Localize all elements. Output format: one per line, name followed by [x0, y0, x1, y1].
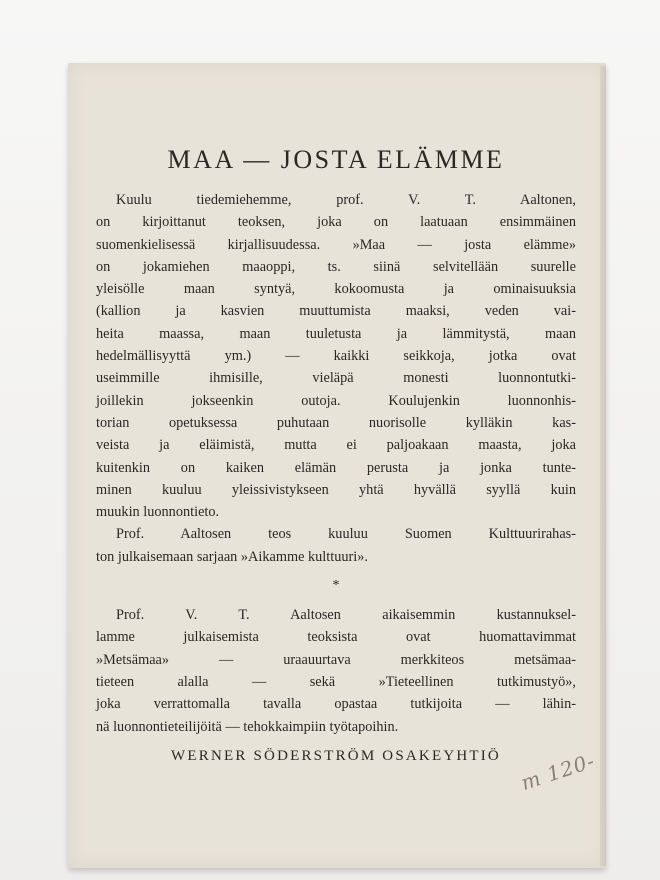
text-line: joillekin jokseenkin outoja. Koulujenkin luonnonhis- [96, 392, 576, 409]
text-line: Prof. Aaltosen teos kuuluu Suomen Kulttuurirahas- [116, 526, 576, 543]
series-paragraph [96, 523, 576, 568]
text-line: hedelmällisyyttä ym.) — kaikki seikkoja, jotka ovat [96, 348, 576, 365]
text-line: veista ja eläimistä, mutta ei paljoakaan maasta, joka [96, 437, 576, 454]
cover-text [96, 145, 576, 765]
text-line: Kuulu tiedemiehemme, prof. V. T. Aaltonen, [116, 192, 576, 208]
text-line: useimmille ihmisille, vieläpä monesti luonnontutki- [96, 370, 576, 387]
text-line: lamme julkaisemista teoksista ovat huomattavimmat [96, 629, 576, 646]
book-title: MAA — JOSTA ELÄMME [167, 145, 505, 174]
text-line: heita maassa, maan tuuletusta ja lämmitystä, maan [96, 325, 576, 342]
text-line: Prof. V. T. Aaltosen aikaisemmin kustannuksel- [116, 607, 576, 624]
text-line: (kallion ja kasvien muuttumista maaksi, veden vai- [96, 303, 576, 320]
text-line: on kirjoittanut teoksen, joka on laatuaan ensimmäinen [96, 214, 576, 231]
earlier-works-paragraph [96, 604, 576, 738]
book-page-edge [600, 66, 606, 866]
text-line: yleisölle maan syntyä, kokoomusta ja ominaisuuksia [96, 281, 576, 298]
description-paragraph [96, 189, 576, 523]
text-line: »Metsämaa» — uraauurtava merkkiteos metsämaa- [96, 651, 576, 668]
text-line: tieteen alalla — sekä »Tieteellinen tutkimustyö», [96, 673, 576, 690]
text-line: nä luonnontieteilijöitä — tehokkaimpiin työtapoihin. [96, 718, 399, 735]
text-line: joka verrattomalla tavalla opastaa tutkijoita — lähin- [96, 696, 576, 713]
text-line: kuitenkin on kaiken elämän perusta ja jonka tunte- [96, 459, 576, 476]
section-separator: * [332, 578, 340, 594]
text-line: muukin luonnontieto. [96, 504, 220, 521]
text-line: minen kuuluu yleissivistykseen yhtä hyvällä syyllä kuin [96, 481, 576, 498]
text-line: suomenkielisessä kirjallisuudessa. »Maa — josta elämme» [96, 236, 576, 253]
text-line: on jokamiehen maaoppi, ts. siinä selvitellään suurelle [96, 258, 576, 275]
publisher-name: WERNER SÖDERSTRÖM OSAKEYHTIÖ [171, 747, 501, 764]
handwritten-price-note: m 120- [518, 748, 598, 795]
text-line: torian opetuksessa puhutaan nuorisolle kylläkin kas- [96, 414, 576, 431]
text-line: ton julkaisemaan sarjaan »Aikamme kulttuuri». [96, 548, 368, 565]
